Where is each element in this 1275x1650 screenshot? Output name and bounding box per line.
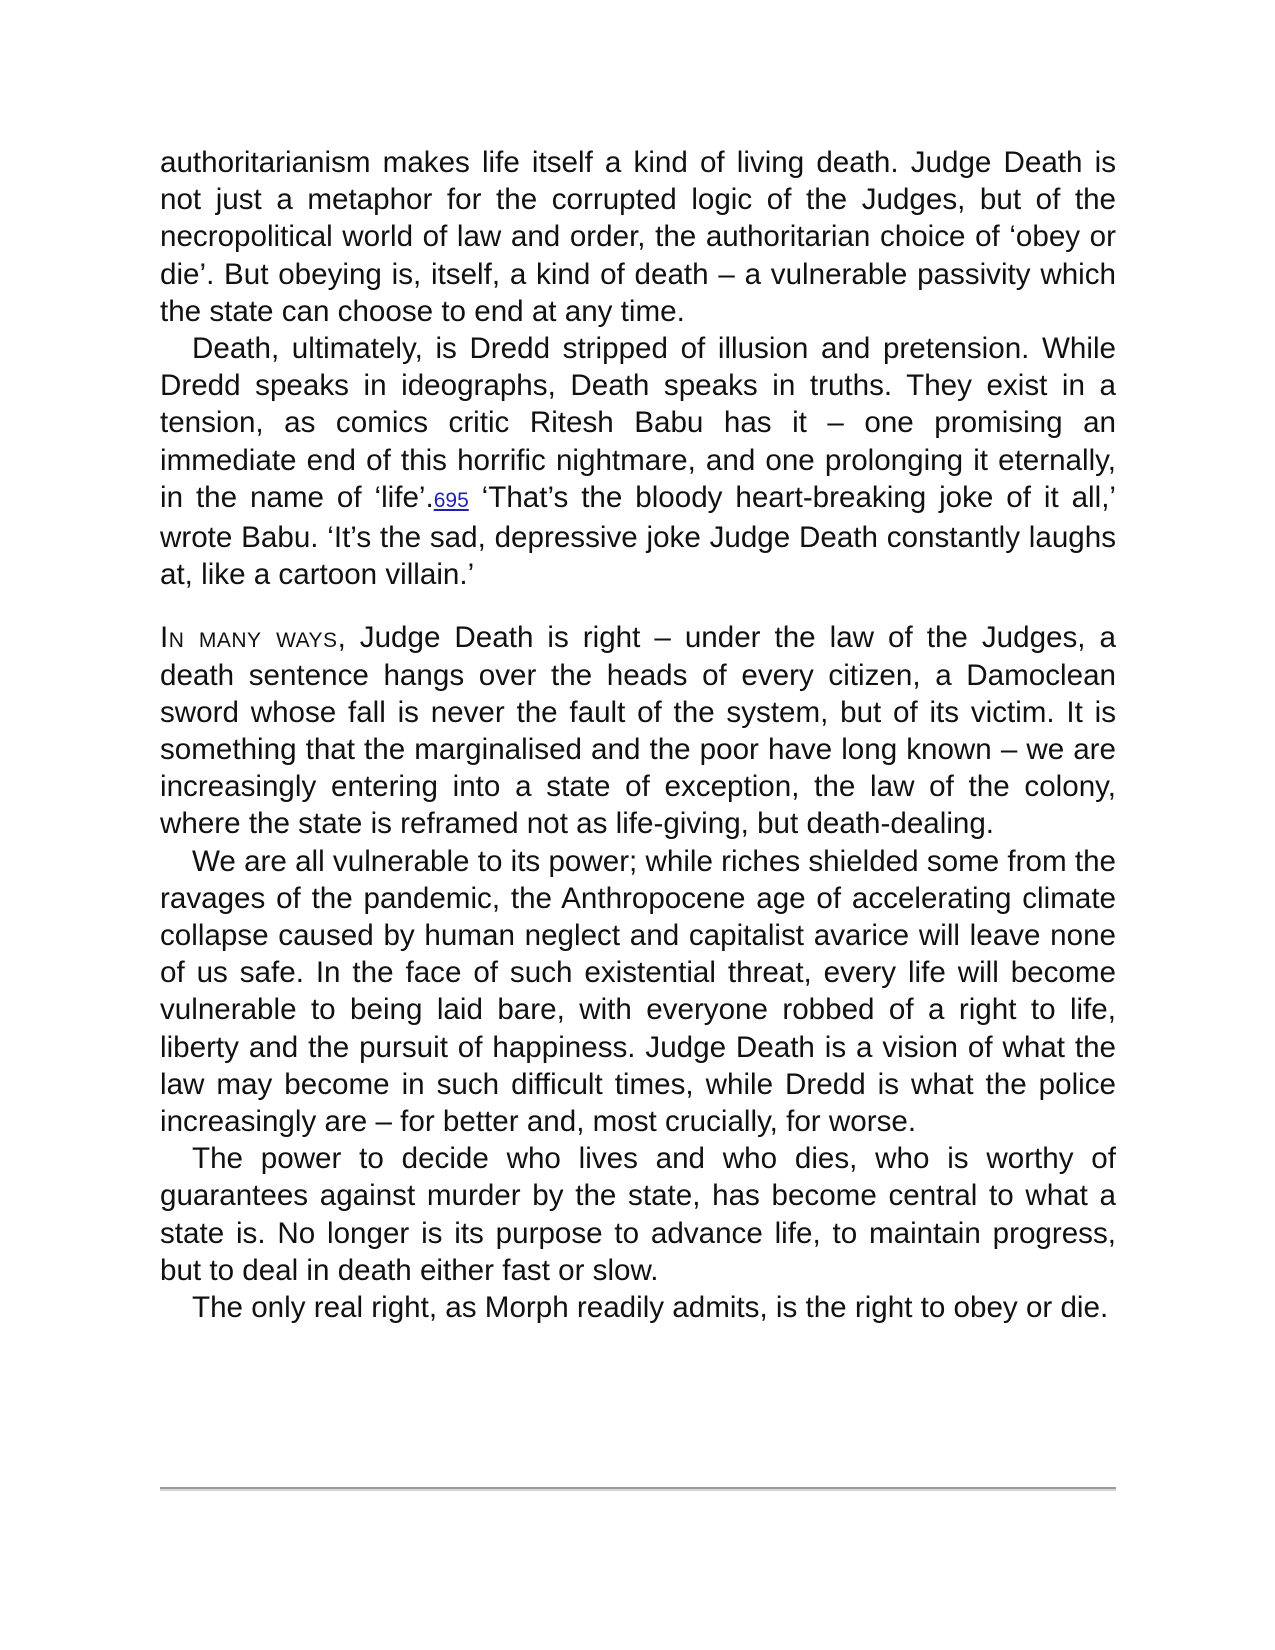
footnote-link[interactable]: 695: [433, 488, 469, 512]
section-continued: [160, 144, 1116, 593]
paragraph: We are all vulnerable to its power; while riches shielded some from the ravages of the pandemic, the Anthropocene age of accelerating climate collapse caused by human neglect and capitalist avarice will leave none of us safe. In the face of such existential threat, every life will become vulnerable to being laid bare, with everyone robbed of a right to life, liberty and the pursuit of happiness. Judge Death is a vision of what the law may become in such difficult times, while Dredd is what the police increasingly are – for better and, most crucially, for worse.: [160, 844, 1116, 1139]
section-new: [160, 619, 1116, 1326]
paragraph: [160, 330, 1116, 593]
paragraph-text: Death, ultimately, is Dredd stripped of illusion and pretension. While Dredd speaks in ideographs, Death speaks in truths. They exist in a tension, as comics critic Ritesh Babu has it – one promising an immediate end of this horrific nightmare, and one prolonging it eternally, in the name of ‘life’.: [160, 332, 1116, 514]
paragraph: The power to decide who lives and who dies, who is worthy of guarantees against murder by the state, has become central to what a state is. No longer is its purpose to advance life, to maintain progress, but to deal in death either fast or slow.: [160, 1142, 1116, 1287]
horizontal-rule: [160, 1487, 1116, 1491]
paragraph-text: ‘That’s the bloody heart-breaking joke of it all,’ wrote Babu. ‘It’s the sad, depressive joke Judge Death constantly laughs at, like a cartoon villain.’: [160, 480, 1116, 592]
paragraph: The only real right, as Morph readily admits, is the right to obey or die.: [192, 1291, 1109, 1325]
small-caps-lead: In many ways: [160, 621, 338, 655]
paragraph: [160, 619, 1116, 842]
page-body: [160, 144, 1116, 1326]
paragraph: authoritarianism makes life itself a kind of living death. Judge Death is not just a metaphor for the corrupted logic of the Judges, but of the necropolitical world of law and order, the authoritarian choice of ‘obey or die’. But obeying is, itself, a kind of death – a vulnerable passivity which the state can choose to end at any time.: [160, 146, 1116, 328]
paragraph-text: , Judge Death is right – under the law of the Judges, a death sentence hangs over the heads of every citizen, a Damoclean sword whose fall is never the fault of the system, but of its victim. It is something that the marginalised and the poor have long known – we are increasingly entering into a state of exception, the law of the colony, where the state is reframed not as life-giving, but death-dealing.: [160, 621, 1116, 841]
